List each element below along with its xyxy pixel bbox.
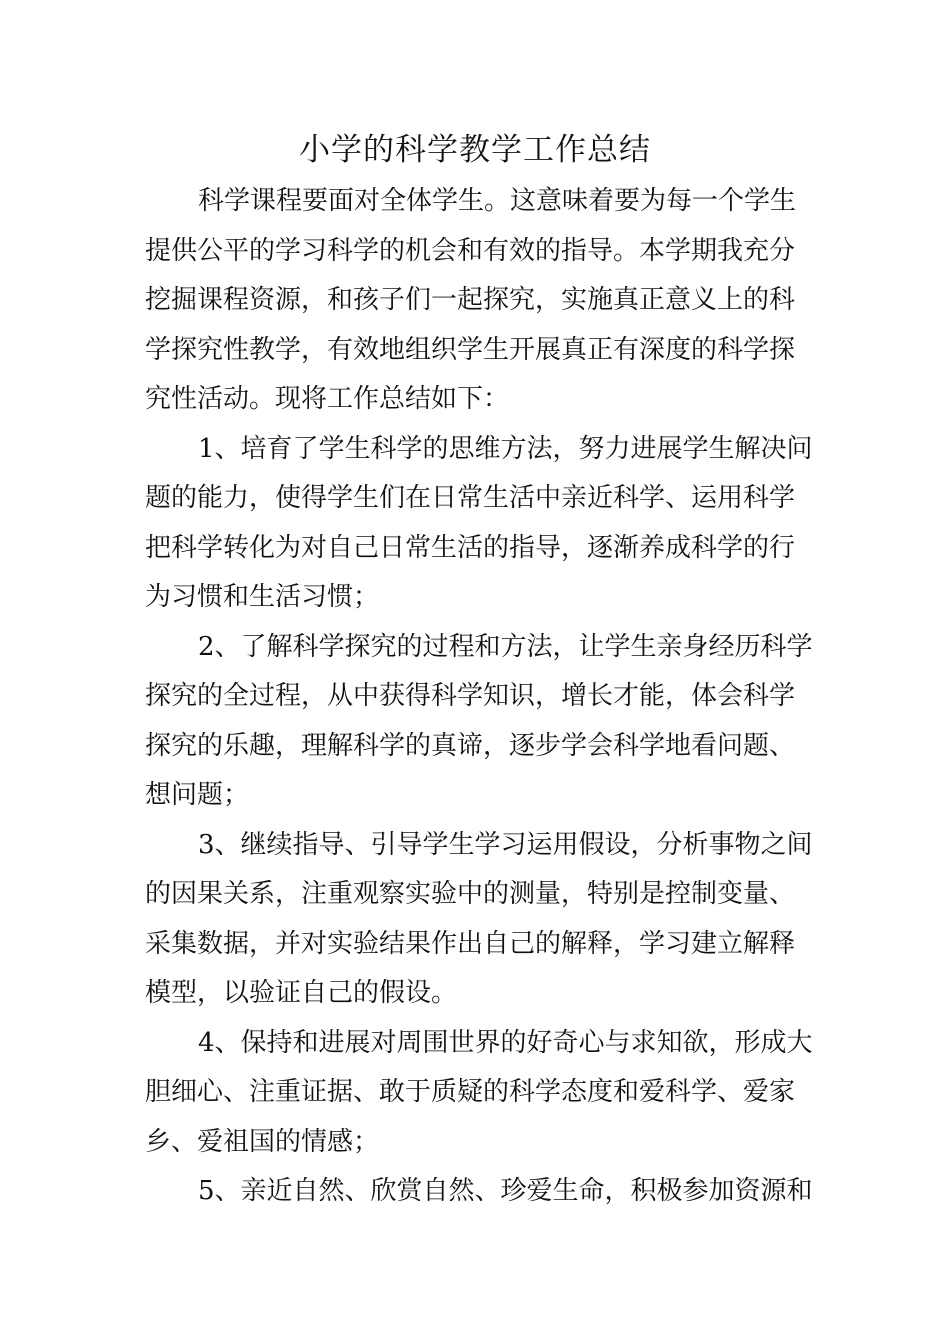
item-5-line-1: 5、亲近自然、欣赏自然、珍爱生命，积极参加资源和 bbox=[198, 1176, 813, 1206]
document-title: 小学的科学教学工作总结 bbox=[299, 132, 651, 168]
item-1-line-1: 1、培育了学生科学的思维方法，努力进展学生解决问 bbox=[198, 434, 813, 464]
paragraph-intro-line-1: 科学课程要面对全体学生。这意味着要为每一个学生 bbox=[198, 186, 797, 216]
item-2-line-1: 2、了解科学探究的过程和方法，让学生亲身经历科学 bbox=[198, 632, 813, 662]
item-1-line-3: 把科学转化为对自己日常生活的指导，逐渐养成科学的行 bbox=[145, 533, 796, 563]
item-4-line-1: 4、保持和进展对周围世界的好奇心与求知欲，形成大 bbox=[198, 1028, 813, 1058]
item-4-line-3: 乡、爱祖国的情感； bbox=[145, 1127, 380, 1157]
item-3-line-3: 采集数据，并对实验结果作出自己的解释，学习建立解释 bbox=[145, 929, 796, 959]
paragraph-intro-line-2: 提供公平的学习科学的机会和有效的指导。本学期我充分 bbox=[145, 236, 796, 266]
item-2-line-4: 想问题； bbox=[145, 780, 250, 810]
item-2-line-2: 探究的全过程，从中获得科学知识，增长才能，体会科学 bbox=[145, 681, 796, 711]
paragraph-intro-line-3: 挖掘课程资源，和孩子们一起探究，实施真正意义上的科 bbox=[145, 285, 796, 315]
item-2-line-3: 探究的乐趣，理解科学的真谛，逐步学会科学地看问题、 bbox=[145, 731, 796, 761]
item-1-line-4: 为习惯和生活习惯； bbox=[145, 582, 380, 612]
item-4-line-2: 胆细心、注重证据、敢于质疑的科学态度和爱科学、爱家 bbox=[145, 1077, 796, 1107]
paragraph-intro-line-5: 究性活动。现将工作总结如下： bbox=[145, 384, 510, 414]
paragraph-intro-line-4: 学探究性教学，有效地组织学生开展真正有深度的科学探 bbox=[145, 335, 796, 365]
item-1-line-2: 题的能力，使得学生们在日常生活中亲近科学、运用科学 bbox=[145, 483, 796, 513]
item-3-line-1: 3、继续指导、引导学生学习运用假设，分析事物之间 bbox=[198, 830, 813, 860]
item-3-line-4: 模型，以验证自己的假设。 bbox=[145, 978, 458, 1008]
item-3-line-2: 的因果关系，注重观察实验中的测量，特别是控制变量、 bbox=[145, 879, 796, 909]
